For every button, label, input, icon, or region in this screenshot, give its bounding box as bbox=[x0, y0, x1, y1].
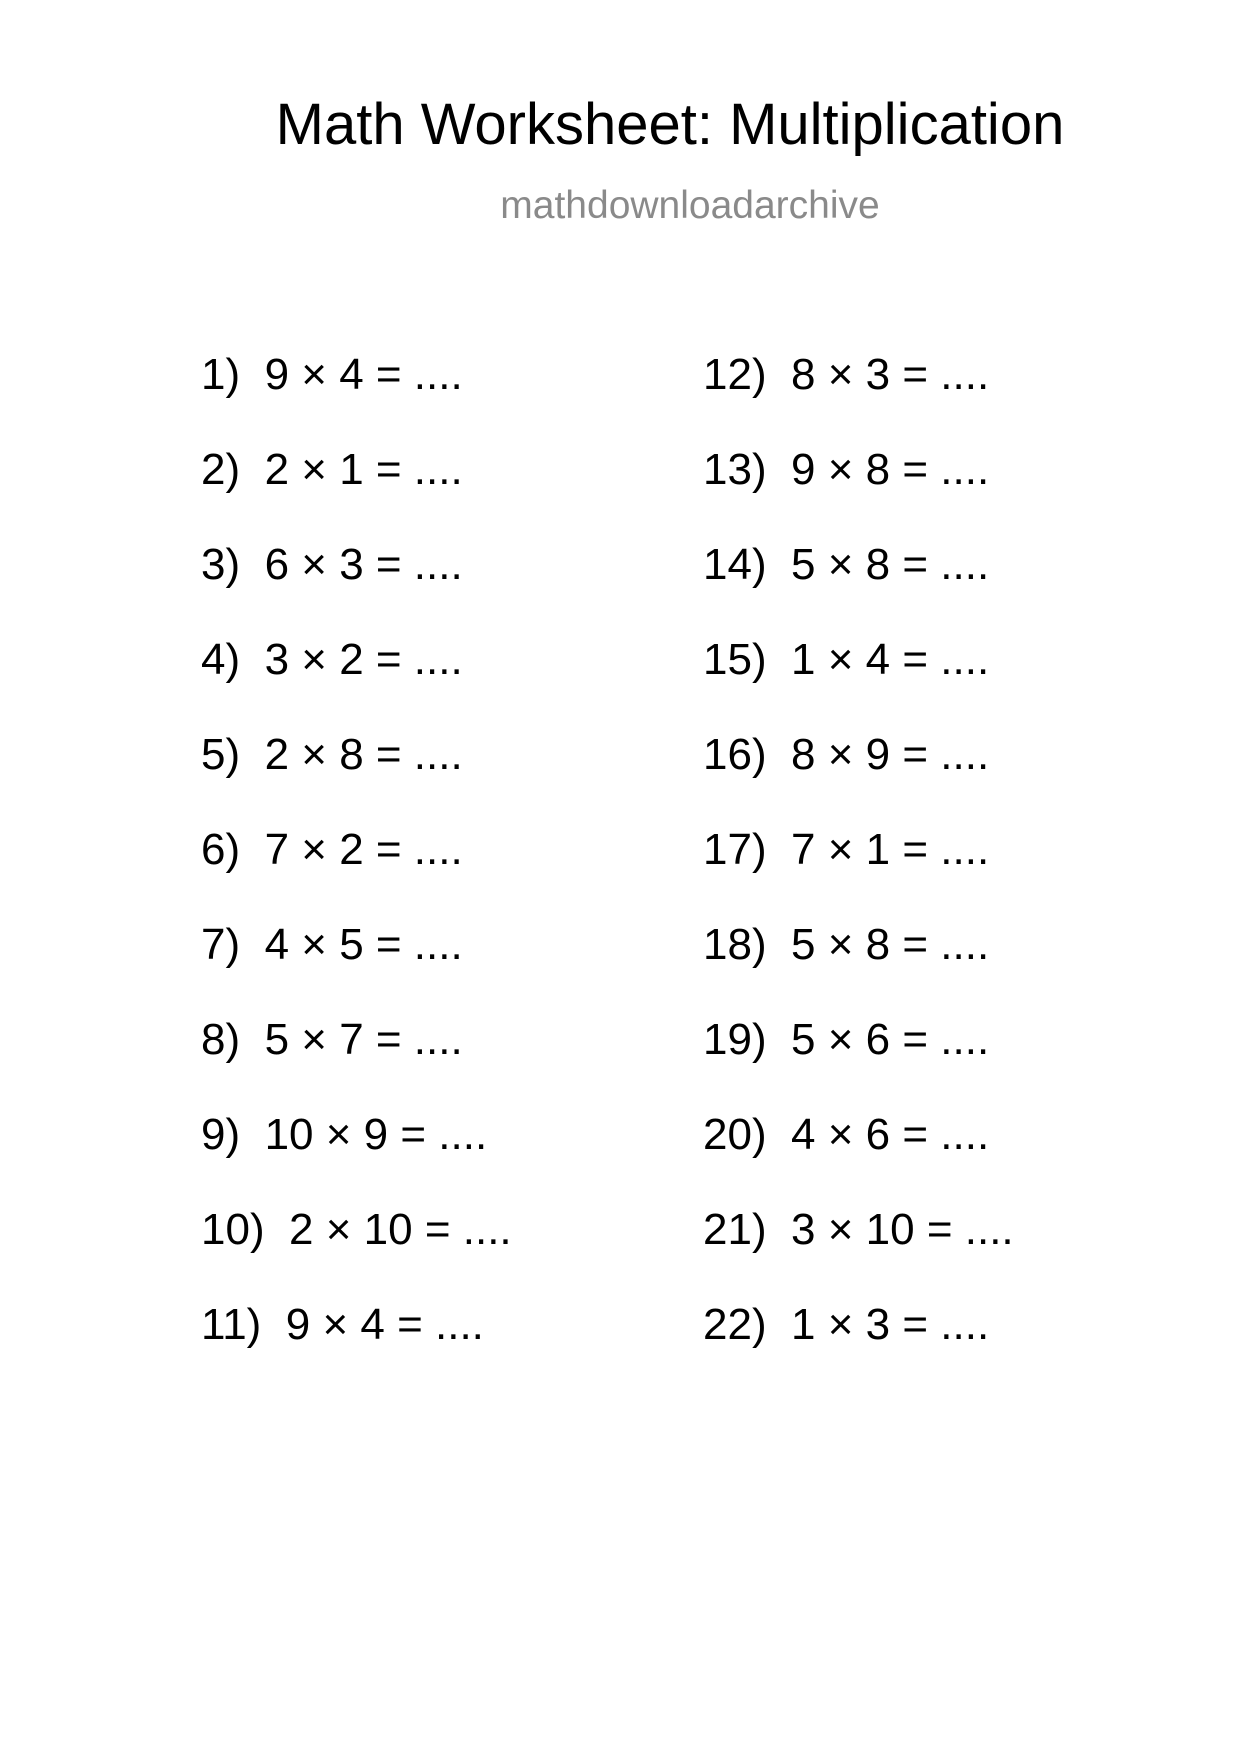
problem-5: 5) 2 × 8 = .... bbox=[201, 730, 463, 779]
problem-15: 15) 1 × 4 = .... bbox=[703, 635, 990, 684]
problem-9: 9) 10 × 9 = .... bbox=[201, 1110, 488, 1159]
problem-10: 10) 2 × 10 = .... bbox=[201, 1205, 512, 1254]
problem-19: 19) 5 × 6 = .... bbox=[703, 1015, 990, 1064]
problem-11: 11) 9 × 4 = .... bbox=[201, 1300, 484, 1349]
problem-column-right bbox=[703, 351, 1014, 1396]
worksheet-title: Math Worksheet: Multiplication bbox=[275, 92, 1065, 157]
problem-4: 4) 3 × 2 = .... bbox=[201, 635, 463, 684]
problem-3: 3) 6 × 3 = .... bbox=[201, 540, 463, 589]
problem-13: 13) 9 × 8 = .... bbox=[703, 445, 990, 494]
problem-2: 2) 2 × 1 = .... bbox=[201, 445, 463, 494]
problem-1: 1) 9 × 4 = .... bbox=[201, 350, 463, 399]
problem-21: 21) 3 × 10 = .... bbox=[703, 1205, 1014, 1254]
problem-17: 17) 7 × 1 = .... bbox=[703, 825, 990, 874]
problem-18: 18) 5 × 8 = .... bbox=[703, 920, 990, 969]
problem-14: 14) 5 × 8 = .... bbox=[703, 540, 990, 589]
problem-12: 12) 8 × 3 = .... bbox=[703, 350, 990, 399]
problem-16: 16) 8 × 9 = .... bbox=[703, 730, 990, 779]
problem-20: 20) 4 × 6 = .... bbox=[703, 1110, 990, 1159]
problem-6: 6) 7 × 2 = .... bbox=[201, 825, 463, 874]
worksheet-source: mathdownloadarchive bbox=[500, 184, 880, 227]
problem-22: 22) 1 × 3 = .... bbox=[703, 1300, 990, 1349]
problem-8: 8) 5 × 7 = .... bbox=[201, 1015, 463, 1064]
problem-column-left bbox=[201, 351, 512, 1396]
problem-7: 7) 4 × 5 = .... bbox=[201, 920, 463, 969]
